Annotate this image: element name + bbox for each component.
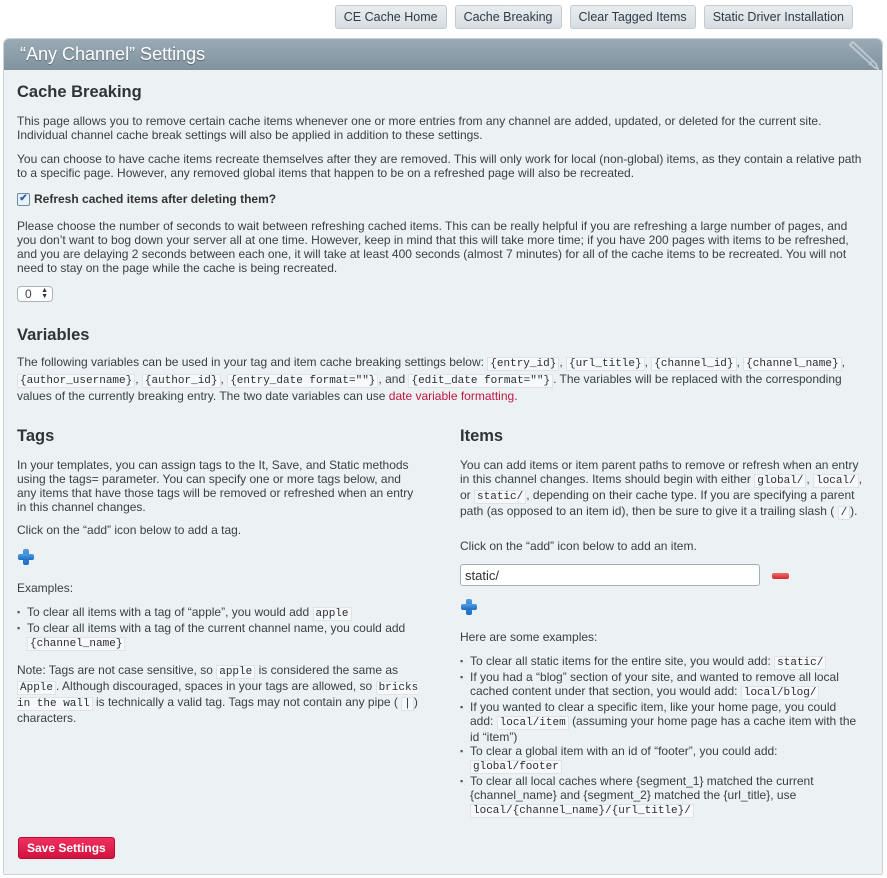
list-item: ▪ If you wanted to clear a specific item, like your home page, you could add: local/item (assuming your home page has a cache item with the id “item”)	[460, 700, 860, 744]
add-item-plus-icon[interactable]	[461, 599, 477, 615]
code-static: static/	[474, 490, 526, 504]
variables-and: and	[385, 372, 406, 386]
refresh-checkbox[interactable]	[17, 193, 30, 206]
refresh-delay-text: Please choose the number of seconds to wait between refreshing cached items. This can be really helpful if you are refreshing a large number of pages, and you don’t want to bog down your server all at one time. However, keep in mind that this will take more time; if you have 200 pages with items to be refreshed, and you are delaying 2 seconds between each one, it will take at least 400 seconds (almost 7 minutes) for all of the cache items to be recreated. You will not need to stay on the page while the cache is being recreated.	[17, 219, 849, 275]
var-author-id: {author_id}	[142, 374, 221, 388]
code-bricks: bricks in the wall	[17, 682, 419, 710]
code-local-channel-url: local/{channel_name}/{url_title}/	[470, 804, 694, 818]
var-author-username: {author_username}	[17, 374, 135, 388]
cache-breaking-intro: This page allows you to remove certain cache items whenever one or more entries from any channel are added, updated, or deleted for the current site. Individual channel cache break settings will also be applied in addition to these settings.	[17, 114, 822, 142]
code-apple-upper: Apple	[17, 681, 56, 695]
items-examples-label: Here are some examples:	[460, 630, 598, 644]
cache-breaking-heading: Cache Breaking	[17, 83, 142, 101]
list-item: ▪ If you had a “blog” section of your site, and wanted to remove all local cached content under that section, you would add: local/blog/	[460, 670, 860, 700]
items-intro: You can add items or item parent paths to remove or refresh when an entry in this channel changes. Items should begin with either global/ , local/ , or static/ , depending on their cache type. If you are specifying a parent path (as opposed to an item id), then be sure to give it a trailing slash ( / ).	[460, 458, 863, 519]
variables-heading: Variables	[17, 326, 90, 344]
refresh-delay-select[interactable]	[17, 286, 53, 302]
stepper-arrows-icon: ▲ ▼	[41, 287, 48, 300]
var-edit-date: {edit_date format=""}	[408, 374, 553, 388]
tags-examples-list	[17, 605, 427, 651]
variables-text: The following variables can be used in your tag and item cache breaking settings below: {entry_id} , {url_title} , {channel_id} , {channel_name} , {author_username} , {author_id} , {entry_date format=""} , and {edit_date format=""} . The variables will be replaced with the corresponding values of the currently breaking entry. The two date variables can use date variable formatting.	[17, 355, 845, 403]
items-examples-list	[460, 654, 860, 818]
tags-examples-label: Examples:	[17, 581, 74, 595]
item-path-input[interactable]	[460, 564, 760, 586]
var-channel-name: {channel_name}	[743, 357, 841, 371]
remove-item-minus-icon[interactable]	[772, 573, 789, 579]
list-item: ▪ To clear all local caches where {segment_1} matched the current {channel_name} and {segment_2} matched the {url_title}, use local/{channel_name}/{url_title}/	[460, 774, 860, 818]
code-pipe: |	[401, 697, 414, 711]
settings-panel	[3, 38, 883, 875]
code-local-item: local/item	[497, 716, 569, 730]
variables-text-before: The following variables can be used in your tag and item cache breaking settings below:	[17, 355, 484, 369]
var-channel-id: {channel_id}	[651, 357, 736, 371]
nav-cache-breaking[interactable]: Cache Breaking	[455, 5, 562, 29]
add-tag-plus-icon[interactable]	[18, 549, 34, 565]
code-global: global/	[754, 474, 806, 488]
top-nav	[335, 5, 853, 29]
tags-heading: Tags	[17, 427, 55, 445]
tags-intro: In your templates, you can assign tags to the It, Save, and Static methods using the tags= parameter. You can specify one or more tags below, and any items that have those tags will be removed or refreshed when an entry in this channel changes.	[17, 458, 414, 514]
code-local: local/	[813, 474, 859, 488]
nav-static-driver-installation[interactable]: Static Driver Installation	[704, 5, 853, 29]
save-settings-button[interactable]: Save Settings	[18, 837, 115, 859]
items-add-hint: Click on the “add” icon below to add an item.	[460, 539, 697, 553]
variables-text-after: . The variables will be replaced with the corresponding values of the currently breaking entry. The two date variables can use	[17, 372, 842, 403]
code-local-blog: local/blog/	[741, 686, 820, 700]
refresh-option[interactable]	[17, 192, 276, 206]
list-item: ▪ To clear all static items for the entire site, you would add: static/	[460, 654, 860, 670]
code-global-footer: global/footer	[470, 760, 562, 774]
list-item: ▪ To clear a global item with an id of “footer”, you could add: global/footer	[460, 744, 860, 774]
var-entry-id: {entry_id}	[487, 357, 559, 371]
code-channel-name: {channel_name}	[27, 637, 125, 651]
page-title: “Any Channel” Settings	[20, 44, 206, 64]
panel-header	[4, 39, 882, 70]
list-item: ▪ To clear all items with a tag of the current channel name, you could add {channel_name}	[17, 621, 427, 651]
code-slash: /	[838, 506, 851, 520]
variables-period: .	[514, 389, 518, 403]
tags-note: Note: Tags are not case sensitive, so apple is considered the same as Apple . Although discouraged, spaces in your tags are allowed, so bricks in the wall is technically a valid tag. Tags may not contain any pipe ( | ) characters.	[17, 663, 419, 725]
refresh-delay-value: 0	[25, 287, 32, 301]
code-apple: apple	[313, 607, 352, 621]
code-static-example: static/	[774, 656, 826, 670]
pencil-icon	[846, 39, 880, 70]
code-apple-lower: apple	[216, 665, 255, 679]
var-entry-date: {entry_date format=""}	[227, 374, 378, 388]
tags-add-hint: Click on the “add” icon below to add a tag.	[17, 523, 242, 537]
refresh-label: Refresh cached items after deleting them?	[34, 192, 277, 206]
cache-breaking-recreate-text: You can choose to have cache items recreate themselves after they are removed. This will only work for local (non-global) items, as they contain a relative path to a specific page. However, any removed global items that happen to be on a refreshed page will also be recreated.	[17, 152, 862, 180]
items-heading: Items	[460, 427, 504, 445]
nav-ce-cache-home[interactable]: CE Cache Home	[335, 5, 447, 29]
list-item: ▪ To clear all items with a tag of “apple”, you would add apple	[17, 605, 427, 621]
nav-clear-tagged-items[interactable]: Clear Tagged Items	[570, 5, 696, 29]
checkmark-icon: ✔	[19, 193, 28, 204]
date-formatting-link[interactable]: date variable formatting	[388, 389, 515, 403]
var-url-title: {url_title}	[566, 357, 645, 371]
